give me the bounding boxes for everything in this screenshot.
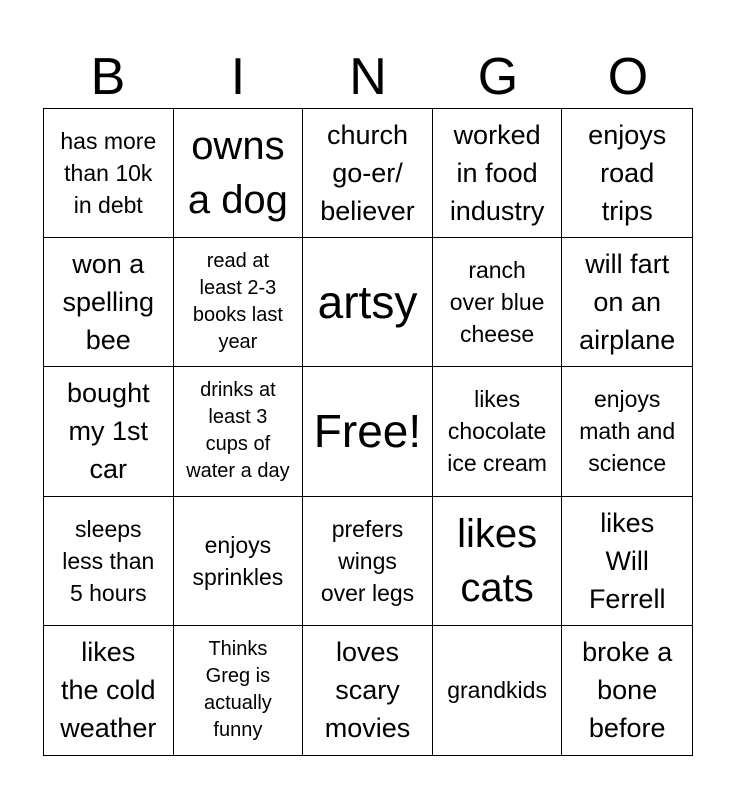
- bingo-cell[interactable]: [174, 109, 304, 238]
- cell-text: likes cats: [457, 511, 538, 610]
- bingo-cell[interactable]: [562, 109, 692, 238]
- bingo-cell[interactable]: [562, 367, 692, 496]
- cell-text: will fart on an airplane: [579, 249, 676, 356]
- bingo-cell[interactable]: [433, 109, 563, 238]
- header-letter-g: G: [477, 48, 519, 106]
- cell-text: ranch over blue cheese: [449, 257, 545, 348]
- cell-text: loves scary movies: [324, 637, 411, 744]
- cell-text: bought my 1st car: [67, 378, 150, 485]
- bingo-cell[interactable]: [44, 497, 174, 626]
- cell-text: worked in food industry: [449, 120, 545, 227]
- bingo-cell[interactable]: [174, 497, 304, 626]
- bingo-cell[interactable]: [433, 626, 563, 755]
- bingo-cell[interactable]: [433, 497, 563, 626]
- bingo-cell[interactable]: [562, 497, 692, 626]
- bingo-cell[interactable]: [303, 626, 433, 755]
- bingo-cell[interactable]: [44, 626, 174, 755]
- cell-text: drinks at least 3 cups of water a day: [186, 379, 290, 483]
- cell-text: won a spelling bee: [62, 249, 155, 356]
- header-letter-o: O: [607, 48, 649, 106]
- bingo-cell[interactable]: [303, 109, 433, 238]
- cell-text: read at least 2-3 books last year: [192, 250, 283, 354]
- cell-text: likes the cold weather: [60, 637, 157, 744]
- bingo-cell[interactable]: [562, 626, 692, 755]
- cell-text: enjoys math and science: [579, 386, 676, 477]
- bingo-cell[interactable]: [303, 497, 433, 626]
- header-letter-b: B: [90, 48, 126, 106]
- bingo-cell[interactable]: [303, 238, 433, 367]
- cell-text: grandkids: [447, 677, 547, 704]
- cell-text: prefers wings over legs: [320, 515, 415, 606]
- bingo-cell[interactable]: [44, 238, 174, 367]
- bingo-header: [43, 46, 693, 108]
- bingo-grid: [43, 108, 693, 756]
- cell-text: enjoys sprinkles: [192, 531, 284, 590]
- cell-text: artsy: [317, 276, 418, 329]
- bingo-cell[interactable]: [174, 626, 304, 755]
- cell-text: sleeps less than 5 hours: [62, 515, 155, 606]
- bingo-cell[interactable]: [174, 367, 304, 496]
- cell-text: owns a dog: [187, 124, 288, 223]
- header-letter-n: N: [349, 48, 387, 106]
- cell-text: has more than 10k in debt: [60, 128, 157, 219]
- cell-text: Thinks Greg is actually funny: [203, 638, 272, 742]
- free-space-text: Free!: [313, 405, 422, 458]
- cell-text: enjoys road trips: [588, 120, 667, 227]
- free-space-cell[interactable]: [303, 367, 433, 496]
- cell-text: likes Will Ferrell: [588, 507, 666, 614]
- bingo-cell[interactable]: [562, 238, 692, 367]
- header-letter-i: I: [230, 48, 246, 106]
- cell-text: broke a bone before: [582, 637, 673, 744]
- bingo-cell[interactable]: [433, 367, 563, 496]
- cell-text: church go-er/ believer: [320, 120, 415, 227]
- bingo-cell[interactable]: [44, 109, 174, 238]
- bingo-cell[interactable]: [433, 238, 563, 367]
- cell-text: likes chocolate ice cream: [447, 386, 547, 477]
- bingo-cell[interactable]: [174, 238, 304, 367]
- bingo-cell[interactable]: [44, 367, 174, 496]
